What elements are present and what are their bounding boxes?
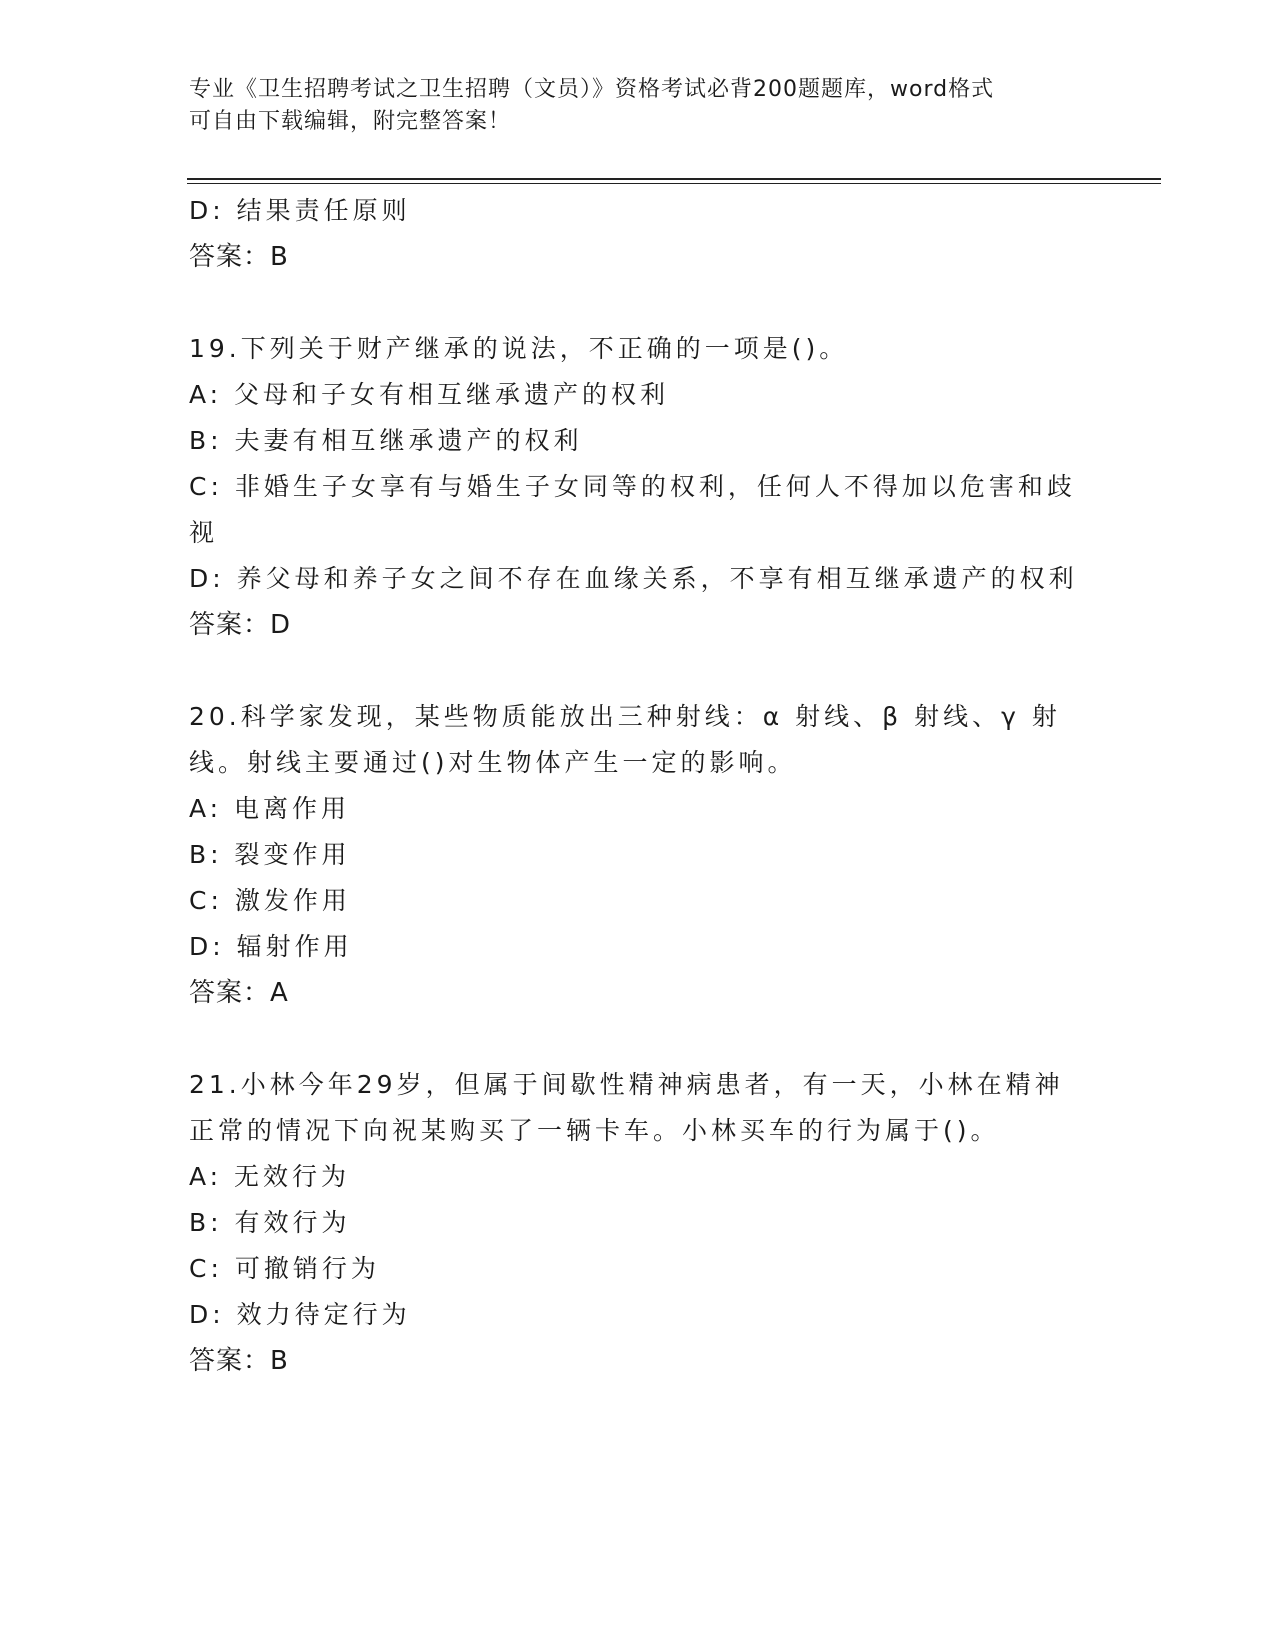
question-21 <box>189 1062 1089 1384</box>
option-b: B: 有效行为 <box>189 1208 351 1237</box>
option-d: D: 效力待定行为 <box>189 1300 411 1329</box>
option-d: D: 养父母和养子女之间不存在血缘关系，不享有相互继承遗产的权利 <box>189 564 1078 593</box>
question-19 <box>189 326 1089 648</box>
question-list <box>189 188 1089 1384</box>
option-b: B: 裂变作用 <box>189 840 351 869</box>
spacer <box>189 648 1089 694</box>
question-20 <box>189 694 1089 1016</box>
question-18-tail <box>189 188 1089 280</box>
spacer <box>189 280 1089 326</box>
option-c: C: 可撤销行为 <box>189 1254 380 1283</box>
header-title-line-1: 专业《卫生招聘考试之卫生招聘（文员）》资格考试必背200题题库，word格式 <box>189 77 995 102</box>
option-a: A: 无效行为 <box>189 1162 351 1191</box>
header-divider-thin <box>187 183 1161 184</box>
question-stem: 20.科学家发现，某些物质能放出三种射线：α 射线、β 射线、γ 射线。射线主要通过()对生物体产生一定的影响。 <box>189 702 1061 777</box>
option-c: C: 非婚生子女享有与婚生子女同等的权利，任何人不得加以危害和歧视 <box>189 472 1076 547</box>
question-stem: 19.下列关于财产继承的说法，不正确的一项是()。 <box>189 334 849 363</box>
answer: 答案：A <box>189 978 289 1008</box>
option-a: A: 父母和子女有相互继承遗产的权利 <box>189 380 670 409</box>
option-c: C: 激发作用 <box>189 886 351 915</box>
option-a: A: 电离作用 <box>189 794 351 823</box>
option-d: D: 辐射作用 <box>189 932 353 961</box>
header-divider-thick <box>187 178 1161 180</box>
answer: 答案：D <box>189 610 292 640</box>
document-header <box>189 74 1069 138</box>
header-title-line-2: 可自由下载编辑，附完整答案！ <box>189 109 512 134</box>
option-d: D: 结果责任原则 <box>189 196 411 225</box>
answer: 答案：B <box>189 242 289 272</box>
option-b: B: 夫妻有相互继承遗产的权利 <box>189 426 583 455</box>
question-stem: 21.小林今年29岁，但属于间歇性精神病患者，有一天，小林在精神正常的情况下向祝某购买了一辆卡车。小林买车的行为属于()。 <box>189 1070 1064 1145</box>
answer: 答案：B <box>189 1346 289 1376</box>
spacer <box>189 1016 1089 1062</box>
